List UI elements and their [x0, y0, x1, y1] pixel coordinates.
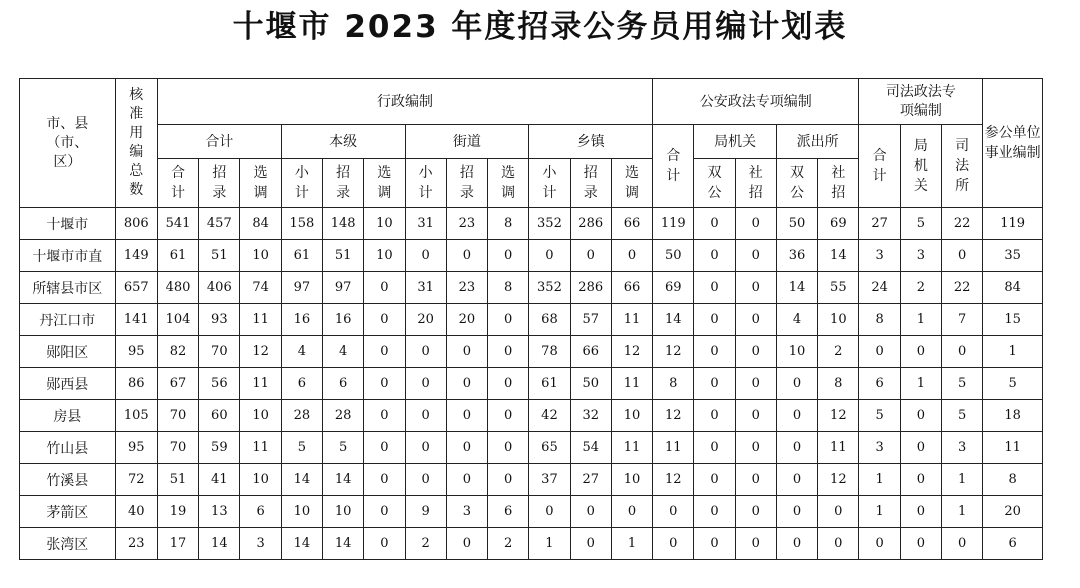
table-cell: 23 [446, 272, 487, 304]
table-cell: 6 [488, 496, 529, 528]
table-cell: 10 [611, 400, 652, 432]
table-cell: 0 [735, 208, 776, 240]
table-cell: 14 [281, 464, 322, 496]
table-row [20, 304, 1043, 336]
table-cell: 11 [611, 432, 652, 464]
table-cell: 0 [446, 240, 487, 272]
table-cell: 12 [653, 400, 694, 432]
table-cell: 0 [364, 496, 405, 528]
table-cell: 0 [488, 400, 529, 432]
table-cell: 352 [529, 208, 570, 240]
table-cell: 78 [529, 336, 570, 368]
table-cell: 28 [322, 400, 363, 432]
row-region-name: 竹溪县 [20, 464, 116, 496]
header-admin: 行政编制 [157, 79, 652, 125]
table-cell: 72 [115, 464, 157, 496]
table-cell: 0 [735, 240, 776, 272]
table-cell: 57 [570, 304, 611, 336]
table-cell: 0 [735, 496, 776, 528]
table-cell: 31 [405, 208, 446, 240]
table-cell: 0 [942, 528, 983, 560]
table-cell: 23 [446, 208, 487, 240]
header-public-institution: 参公单位事业编制 [983, 79, 1043, 208]
table-cell: 158 [281, 208, 322, 240]
table-cell: 8 [983, 464, 1043, 496]
table-cell: 806 [115, 208, 157, 240]
table-cell: 35 [983, 240, 1043, 272]
table-cell: 1 [942, 496, 983, 528]
table-cell: 10 [818, 304, 859, 336]
table-cell: 0 [488, 464, 529, 496]
table-cell: 6 [240, 496, 281, 528]
table-row [20, 336, 1043, 368]
table-cell: 70 [157, 400, 198, 432]
table-cell: 5 [859, 400, 900, 432]
table-cell: 1 [859, 496, 900, 528]
table-cell: 8 [488, 272, 529, 304]
table-cell: 0 [488, 304, 529, 336]
table-cell: 6 [859, 368, 900, 400]
row-region-name: 房县 [20, 400, 116, 432]
table-cell: 6 [983, 528, 1043, 560]
table-cell: 8 [859, 304, 900, 336]
table-cell: 19 [157, 496, 198, 528]
table-cell: 0 [694, 496, 735, 528]
table-row [20, 528, 1043, 560]
table-cell: 0 [859, 528, 900, 560]
row-region-name: 张湾区 [20, 528, 116, 560]
table-cell: 5 [281, 432, 322, 464]
table-cell: 61 [529, 368, 570, 400]
table-cell: 28 [281, 400, 322, 432]
table-cell: 65 [529, 432, 570, 464]
table-cell: 2 [488, 528, 529, 560]
table-cell: 8 [818, 368, 859, 400]
table-cell: 3 [859, 240, 900, 272]
table-cell: 3 [446, 496, 487, 528]
table-cell: 0 [694, 336, 735, 368]
table-cell: 2 [405, 528, 446, 560]
table-cell: 10 [364, 240, 405, 272]
table-cell: 20 [983, 496, 1043, 528]
header-subtotal: 小计 [529, 159, 570, 208]
table-cell: 50 [570, 368, 611, 400]
table-cell: 11 [611, 368, 652, 400]
table-cell: 1 [611, 528, 652, 560]
table-cell: 69 [653, 272, 694, 304]
header-recruit: 招录 [446, 159, 487, 208]
table-row [20, 240, 1043, 272]
table-cell: 3 [240, 528, 281, 560]
table-cell: 55 [818, 272, 859, 304]
header-transfer: 选调 [611, 159, 652, 208]
table-cell: 0 [735, 272, 776, 304]
table-cell: 0 [446, 432, 487, 464]
table-cell: 41 [199, 464, 240, 496]
table-cell: 0 [364, 464, 405, 496]
table-cell: 12 [611, 336, 652, 368]
row-region-name: 丹江口市 [20, 304, 116, 336]
table-cell: 0 [900, 336, 941, 368]
table-cell: 82 [157, 336, 198, 368]
table-cell: 0 [900, 400, 941, 432]
header-subtotal: 合计 [157, 159, 198, 208]
header-town: 乡镇 [529, 125, 653, 159]
table-cell: 0 [364, 368, 405, 400]
table-cell: 0 [405, 464, 446, 496]
table-cell: 105 [115, 400, 157, 432]
row-region-name: 所辖县市区 [20, 272, 116, 304]
table-cell: 0 [900, 432, 941, 464]
table-cell: 0 [405, 368, 446, 400]
header-social-recruit: 社招 [818, 159, 859, 208]
table-cell: 37 [529, 464, 570, 496]
table-cell: 14 [281, 528, 322, 560]
table-cell: 0 [488, 336, 529, 368]
header-recruit: 招录 [199, 159, 240, 208]
table-cell: 0 [529, 240, 570, 272]
table-cell: 61 [281, 240, 322, 272]
table-cell: 22 [942, 208, 983, 240]
row-region-name: 郧西县 [20, 368, 116, 400]
row-region-name: 十堰市 [20, 208, 116, 240]
table-cell: 0 [611, 240, 652, 272]
table-cell: 0 [694, 304, 735, 336]
table-cell: 27 [859, 208, 900, 240]
table-cell: 0 [653, 528, 694, 560]
table-cell: 3 [942, 432, 983, 464]
table-cell: 27 [570, 464, 611, 496]
header-total-quota: 核准用编总数 [115, 79, 157, 208]
table-cell: 12 [653, 336, 694, 368]
table-cell: 119 [653, 208, 694, 240]
table-cell: 4 [281, 336, 322, 368]
table-cell: 42 [529, 400, 570, 432]
table-cell: 20 [405, 304, 446, 336]
table-row [20, 272, 1043, 304]
table-cell: 1 [529, 528, 570, 560]
table-cell: 84 [240, 208, 281, 240]
header-police-bureau: 局机关 [694, 125, 777, 159]
table-cell: 97 [281, 272, 322, 304]
table-cell: 50 [653, 240, 694, 272]
table-cell: 12 [818, 400, 859, 432]
table-cell: 0 [364, 272, 405, 304]
table-cell: 0 [818, 496, 859, 528]
table-cell: 74 [240, 272, 281, 304]
page-title: 十堰市 2023 年度招录公务员用编计划表 [232, 9, 848, 45]
table-row [20, 496, 1043, 528]
table-cell: 11 [818, 432, 859, 464]
table-cell: 6 [322, 368, 363, 400]
header-judicial-office: 司法所 [942, 125, 983, 208]
table-cell: 7 [942, 304, 983, 336]
table-cell: 54 [570, 432, 611, 464]
table-cell: 14 [653, 304, 694, 336]
table-cell: 10 [364, 208, 405, 240]
row-region-name: 茅箭区 [20, 496, 116, 528]
table-cell: 32 [570, 400, 611, 432]
table-cell: 16 [322, 304, 363, 336]
table-cell: 31 [405, 272, 446, 304]
table-cell: 0 [570, 496, 611, 528]
table-cell: 0 [694, 368, 735, 400]
header-transfer: 选调 [488, 159, 529, 208]
header-transfer: 选调 [364, 159, 405, 208]
table-cell: 148 [322, 208, 363, 240]
table-cell: 0 [405, 432, 446, 464]
header-recruit: 招录 [322, 159, 363, 208]
table-cell: 17 [157, 528, 198, 560]
table-cell: 0 [488, 368, 529, 400]
header-recruit: 招录 [570, 159, 611, 208]
table-cell: 0 [735, 400, 776, 432]
table-cell: 0 [364, 400, 405, 432]
recruitment-plan-table [19, 78, 1043, 560]
table-cell: 0 [735, 336, 776, 368]
table-cell: 68 [529, 304, 570, 336]
table-cell: 95 [115, 336, 157, 368]
table-cell: 5 [942, 368, 983, 400]
table-cell: 10 [776, 336, 817, 368]
table-cell: 11 [611, 304, 652, 336]
table-cell: 0 [405, 240, 446, 272]
table-cell: 97 [322, 272, 363, 304]
table-cell: 95 [115, 432, 157, 464]
table-cell: 59 [199, 432, 240, 464]
table-cell: 60 [199, 400, 240, 432]
table-cell: 0 [735, 304, 776, 336]
table-cell: 0 [735, 464, 776, 496]
table-cell: 10 [322, 496, 363, 528]
table-cell: 0 [446, 528, 487, 560]
table-cell: 61 [157, 240, 198, 272]
table-row [20, 432, 1043, 464]
table-cell: 14 [322, 464, 363, 496]
table-cell: 14 [818, 240, 859, 272]
table-cell: 18 [983, 400, 1043, 432]
table-cell: 3 [900, 240, 941, 272]
table-cell: 0 [942, 240, 983, 272]
table-row [20, 208, 1043, 240]
table-cell: 1 [983, 336, 1043, 368]
table-cell: 0 [900, 528, 941, 560]
table-cell: 457 [199, 208, 240, 240]
table-cell: 0 [405, 336, 446, 368]
table-cell: 0 [694, 272, 735, 304]
table-cell: 0 [570, 240, 611, 272]
header-subtotal: 小计 [405, 159, 446, 208]
table-cell: 84 [983, 272, 1043, 304]
table-cell: 0 [364, 304, 405, 336]
header-admin-total: 合计 [157, 125, 281, 159]
table-cell: 5 [942, 400, 983, 432]
header-transfer: 选调 [240, 159, 281, 208]
table-cell: 14 [199, 528, 240, 560]
table-cell: 541 [157, 208, 198, 240]
table-cell: 0 [653, 496, 694, 528]
table-cell: 5 [322, 432, 363, 464]
table-cell: 40 [115, 496, 157, 528]
header-judicial-total: 合计 [859, 125, 900, 208]
table-cell: 0 [735, 528, 776, 560]
table-cell: 5 [983, 368, 1043, 400]
table-cell: 0 [488, 240, 529, 272]
row-region-name: 十堰市市直 [20, 240, 116, 272]
table-cell: 0 [735, 368, 776, 400]
table-cell: 8 [653, 368, 694, 400]
table-cell: 56 [199, 368, 240, 400]
table-cell: 14 [322, 528, 363, 560]
table-cell: 1 [900, 304, 941, 336]
table-cell: 11 [240, 432, 281, 464]
table-cell: 0 [446, 336, 487, 368]
table-cell: 2 [900, 272, 941, 304]
table-cell: 0 [611, 496, 652, 528]
table-cell: 20 [446, 304, 487, 336]
table-row [20, 464, 1043, 496]
table-cell: 0 [900, 464, 941, 496]
table-cell: 70 [157, 432, 198, 464]
table-cell: 0 [364, 336, 405, 368]
table-cell: 10 [240, 464, 281, 496]
header-police-station: 派出所 [776, 125, 859, 159]
table-cell: 66 [611, 272, 652, 304]
table-cell: 50 [776, 208, 817, 240]
header-region: 市、县（市、区） [20, 79, 116, 208]
table-cell: 10 [240, 400, 281, 432]
table-cell: 286 [570, 272, 611, 304]
header-subtotal: 小计 [281, 159, 322, 208]
table-cell: 352 [529, 272, 570, 304]
header-street: 街道 [405, 125, 529, 159]
table-cell: 51 [157, 464, 198, 496]
table-cell: 51 [322, 240, 363, 272]
table-cell: 0 [694, 464, 735, 496]
header-judicial-bureau: 局机关 [900, 125, 941, 208]
table-cell: 1 [942, 464, 983, 496]
table-cell: 657 [115, 272, 157, 304]
table-cell: 51 [199, 240, 240, 272]
table-cell: 86 [115, 368, 157, 400]
table-cell: 149 [115, 240, 157, 272]
table-cell: 9 [405, 496, 446, 528]
table-cell: 0 [735, 432, 776, 464]
table-cell: 36 [776, 240, 817, 272]
table-cell: 6 [281, 368, 322, 400]
header-dual-public: 双公 [694, 159, 735, 208]
table-cell: 0 [364, 528, 405, 560]
table-cell: 11 [240, 304, 281, 336]
table-cell: 15 [983, 304, 1043, 336]
table-cell: 12 [240, 336, 281, 368]
table-cell: 119 [983, 208, 1043, 240]
table-cell: 14 [776, 272, 817, 304]
table-cell: 0 [694, 528, 735, 560]
table-cell: 0 [364, 432, 405, 464]
header-police: 公安政法专项编制 [653, 79, 859, 125]
table-cell: 10 [240, 240, 281, 272]
table-cell: 0 [529, 496, 570, 528]
table-cell: 0 [776, 528, 817, 560]
header-city-level: 本级 [281, 125, 405, 159]
table-cell: 0 [776, 496, 817, 528]
table-cell: 5 [900, 208, 941, 240]
row-region-name: 郧阳区 [20, 336, 116, 368]
table-cell: 13 [199, 496, 240, 528]
table-cell: 4 [776, 304, 817, 336]
table-cell: 0 [776, 368, 817, 400]
table-cell: 8 [488, 208, 529, 240]
table-cell: 0 [694, 400, 735, 432]
header-social-recruit: 社招 [735, 159, 776, 208]
table-cell: 0 [570, 528, 611, 560]
table-cell: 66 [570, 336, 611, 368]
table-cell: 0 [446, 368, 487, 400]
table-cell: 480 [157, 272, 198, 304]
table-cell: 11 [653, 432, 694, 464]
table-row [20, 368, 1043, 400]
table-cell: 0 [818, 528, 859, 560]
table-cell: 0 [694, 240, 735, 272]
table-cell: 12 [818, 464, 859, 496]
table-cell: 24 [859, 272, 900, 304]
table-cell: 67 [157, 368, 198, 400]
header-dual-public: 双公 [776, 159, 817, 208]
table-cell: 22 [942, 272, 983, 304]
table-cell: 0 [776, 464, 817, 496]
table-cell: 66 [611, 208, 652, 240]
table-cell: 10 [281, 496, 322, 528]
table-cell: 0 [446, 464, 487, 496]
table-cell: 12 [653, 464, 694, 496]
table-cell: 93 [199, 304, 240, 336]
table-cell: 0 [446, 400, 487, 432]
table-cell: 0 [405, 400, 446, 432]
table-cell: 70 [199, 336, 240, 368]
table-cell: 286 [570, 208, 611, 240]
table-cell: 23 [115, 528, 157, 560]
header-judicial: 司法政法专项编制 [859, 79, 983, 125]
table-cell: 11 [240, 368, 281, 400]
table-cell: 0 [488, 432, 529, 464]
table-cell: 10 [611, 464, 652, 496]
table-cell: 104 [157, 304, 198, 336]
table-cell: 0 [900, 496, 941, 528]
table-cell: 4 [322, 336, 363, 368]
table-cell: 69 [818, 208, 859, 240]
row-region-name: 竹山县 [20, 432, 116, 464]
table-cell: 11 [983, 432, 1043, 464]
table-cell: 3 [859, 432, 900, 464]
table-cell: 406 [199, 272, 240, 304]
table-cell: 1 [859, 464, 900, 496]
table-cell: 0 [859, 336, 900, 368]
table-cell: 0 [694, 208, 735, 240]
table-cell: 0 [942, 336, 983, 368]
table-cell: 1 [900, 368, 941, 400]
table-cell: 16 [281, 304, 322, 336]
table-cell: 141 [115, 304, 157, 336]
table-cell: 0 [776, 432, 817, 464]
table-cell: 0 [776, 400, 817, 432]
table-cell: 2 [818, 336, 859, 368]
table-cell: 0 [694, 432, 735, 464]
table-row [20, 400, 1043, 432]
header-police-total: 合计 [653, 125, 694, 208]
